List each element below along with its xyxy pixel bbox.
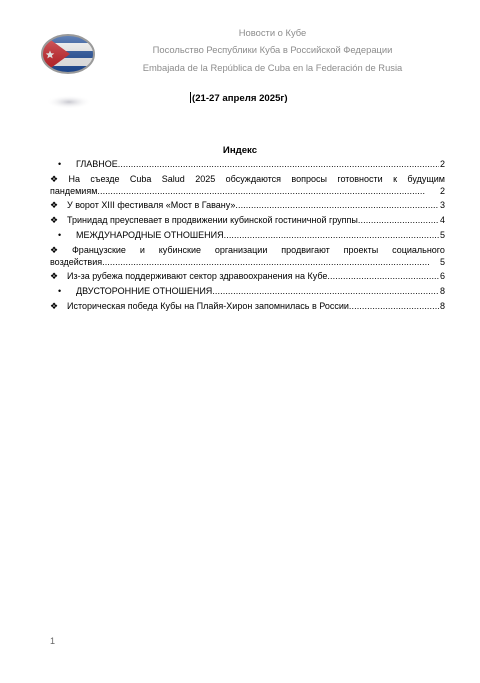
toc-page-number: 2 — [439, 185, 445, 196]
text-cursor — [190, 92, 191, 103]
toc-entry-line — [50, 286, 445, 298]
toc-entry-word: к — [393, 173, 398, 184]
toc-entry-line2 — [50, 257, 445, 269]
toc-entry-text: Историческая победа Кубы на Плайя-Хирон запомнилась в России — [67, 300, 349, 311]
dot-leader — [212, 286, 439, 298]
toc-entry[interactable] — [50, 245, 445, 269]
dot-leader — [118, 159, 439, 171]
bullet-icon: • — [58, 229, 62, 240]
toc-entry-word: социального — [392, 244, 445, 255]
diamond-bullet-icon: ❖ — [50, 215, 59, 226]
toc-entry-text: пандемиям — [50, 185, 98, 196]
toc-entry[interactable] — [50, 174, 445, 198]
date-range-text: (21-27 апреля 2025г) — [192, 93, 288, 104]
toc-entry-word: кубинские — [158, 244, 202, 255]
toc-entry-line — [50, 215, 445, 227]
toc-page-number: 2 — [439, 159, 445, 169]
toc-entry-text: Из-за рубежа поддерживают сектор здравоохранения на Кубе — [67, 271, 328, 282]
toc-entry-word: проекты — [343, 244, 379, 255]
dot-leader — [235, 200, 439, 212]
toc-page-number: 8 — [439, 300, 445, 311]
toc-entry-word: готовности — [337, 173, 383, 184]
toc-entry-line1 — [50, 245, 445, 257]
bullet-icon: • — [58, 159, 62, 169]
index-heading: Индекс — [222, 145, 258, 156]
toc-page-number: 6 — [439, 271, 445, 282]
toc-page-number: 8 — [439, 286, 445, 297]
toc-entry[interactable] — [50, 301, 445, 313]
dot-leader — [97, 186, 439, 198]
toc-page-number: 4 — [439, 215, 445, 226]
toc-section-title: МЕЖДУНАРОДНЫЕ ОТНОШЕНИЯ — [76, 229, 224, 240]
toc-entry[interactable] — [50, 271, 445, 283]
dot-leader — [102, 257, 439, 269]
toc-section-entry[interactable] — [50, 286, 445, 298]
toc-entry-word: съезде — [90, 173, 120, 184]
toc-page-number: 5 — [439, 256, 445, 267]
toc-entry-word: обсуждаются — [225, 173, 282, 184]
toc-entry-line — [50, 200, 445, 212]
toc-entry[interactable] — [50, 215, 445, 227]
toc-entry-word: и — [139, 244, 145, 255]
toc-entry-text: У ворот XIII фестиваля «Мост в Гавану» — [67, 200, 236, 211]
toc-section-title: ДВУСТОРОННИЕ ОТНОШЕНИЯ — [76, 286, 213, 297]
toc-section-entry[interactable] — [50, 230, 445, 242]
toc-entry-line1 — [50, 174, 445, 186]
cuban-flag-logo — [40, 32, 96, 76]
toc-entry-word: организации — [214, 244, 268, 255]
toc-page-number: 3 — [439, 200, 445, 211]
toc-page-number: 5 — [439, 229, 445, 240]
toc-entry-line — [50, 159, 445, 171]
toc-entry-word: Salud — [161, 173, 185, 184]
toc-entry-word: Французские — [71, 244, 126, 255]
toc-entry-line — [50, 271, 445, 283]
dot-leader — [358, 215, 439, 227]
logo-reflection — [46, 95, 92, 109]
dot-leader — [349, 301, 439, 313]
toc-entry-line — [50, 301, 445, 313]
toc-entry-word: будущим — [407, 173, 445, 184]
bullet-icon: • — [58, 286, 62, 297]
table-of-contents — [50, 159, 445, 313]
toc-section-title: ГЛАВНОЕ — [76, 159, 118, 169]
date-range — [190, 92, 288, 104]
toc-entry[interactable] — [50, 200, 445, 212]
dot-leader — [327, 271, 439, 283]
diamond-bullet-icon: ❖ — [50, 200, 59, 211]
toc-entry-line2 — [50, 186, 445, 198]
toc-entry-text: воздействия — [50, 256, 103, 267]
toc-entry-word: На — [68, 173, 80, 184]
diamond-bullet-icon: ❖ — [50, 271, 59, 282]
diamond-bullet-icon: ❖ — [50, 244, 59, 255]
header-title: Новости о Кубе — [238, 27, 307, 38]
toc-entry-word: продвигают — [281, 244, 330, 255]
toc-entry-word: 2025 — [195, 173, 216, 184]
toc-entry-line — [50, 230, 445, 242]
dot-leader — [224, 230, 439, 242]
toc-section-entry[interactable] — [50, 159, 445, 171]
diamond-bullet-icon: ❖ — [50, 300, 59, 311]
header-embassy-ru: Посольство Республики Куба в Российской Федерации — [152, 44, 393, 55]
page-number: 1 — [50, 636, 56, 646]
toc-entry-word: Cuba — [129, 173, 152, 184]
header-embassy-es: Embajada de la República de Cuba en la Federación de Rusia — [142, 62, 403, 73]
toc-entry-word: вопросы — [291, 173, 327, 184]
toc-entry-text: Тринидад преуспевает в продвижении кубинской гостиничной группы — [67, 215, 358, 226]
diamond-bullet-icon: ❖ — [50, 173, 59, 184]
